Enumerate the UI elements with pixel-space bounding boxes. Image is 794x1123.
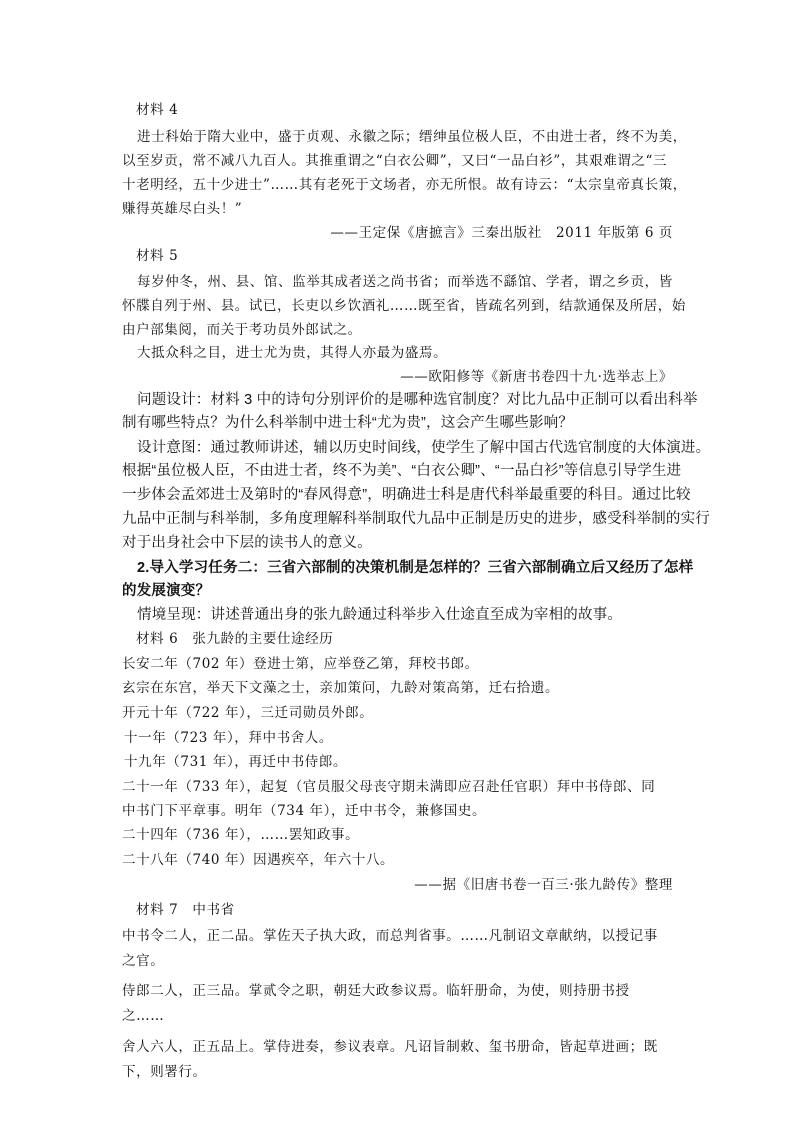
- text-line: 舍人六人，正五品上。掌侍进奏，参议表章。凡诏旨制敕、玺书册命，皆起草进画；既: [122, 1039, 658, 1055]
- text-line: 十一年（723 年），拜中书舍人。: [124, 730, 334, 746]
- text-line: 进士科始于隋大业中，盛于贞观、永徽之际；缙绅虽位极人臣，不由进士者，终不为美，: [137, 129, 687, 145]
- text-line: 开元十年（722 年），三迁司勋员外郎。: [122, 705, 374, 721]
- text-line: 赚得英雄尽白头！”: [122, 201, 243, 217]
- text-line: 九品中正制与科举制，多角度理解科举制取代九品中正制是历史的进步，感受科举制的实行: [122, 511, 710, 527]
- text-line: 每岁仲冬，州、县、馆、监举其成者送之尚书省；而举选不繇馆、学者，谓之乡贡，皆: [137, 274, 673, 290]
- text-line: 中书令二人，正二品。掌佐天子执大政，而总判省事。……凡制诏文章献纳，以授记事: [122, 928, 658, 944]
- text-line: 侍郎二人，正三品。掌贰令之职，朝廷大政参议焉。临轩册命，为使，则持册书授: [122, 983, 630, 999]
- text-line: 之官。: [122, 953, 165, 969]
- text-line: 情境呈现：讲述普通出身的张九龄通过科举步入仕途直至成为宰相的故事。: [137, 607, 623, 623]
- text-line: 中书门下平章事。明年（734 年），迁中书令，兼修国史。: [122, 803, 487, 819]
- text-line: 二十八年（740 年）因遇疾卒，年六十八。: [122, 852, 395, 868]
- text-line: 问题设计：材料 3 中的诗句分别评价的是哪种选官制度？对比九品中正制可以看出科举: [137, 392, 698, 408]
- text-line: 怀牒自列于州、县。试已，长吏以乡饮酒礼……既至省，皆疏名列到，结款通保及所居，始: [122, 298, 686, 314]
- text-line: 玄宗在东宫，举天下文藻之士，亲加策问，九龄对策高第，迁右拾遗。: [122, 680, 560, 696]
- text-line: 十老明经，五十少进士”……其有老死于文场者，亦无所恨。故有诗云：“太宗皇帝真长策，: [122, 177, 687, 193]
- citation: ——欧阳修等《新唐书卷四十九·选举志上》: [400, 369, 673, 385]
- heading-material-4: 材料 4: [136, 102, 179, 118]
- text-line: 以至岁贡，常不减八九百人。其推重谓之“白衣公卿”，又曰“一品白衫”，其艰难谓之“三: [122, 153, 668, 169]
- text-line: 二十一年（733 年），起复（官员服父母丧守期未满即应召赴任官职）拜中书侍郎、同: [122, 779, 656, 795]
- text-line: 之……: [122, 1008, 165, 1024]
- citation: ——据《旧唐书卷一百三·张九龄传》整理: [414, 877, 673, 893]
- text-line: 设计意图：通过教师讲述，辅以历史时间线，使学生了解中国古代选官制度的大体演进。: [137, 440, 711, 456]
- text-line: 长安二年（702 年）登进士第，应举登乙第，拜校书郎。: [122, 656, 479, 672]
- text-line: 由户部集阅，而关于考功员外郎试之。: [122, 322, 362, 338]
- heading-material-7: 材料 7 中书省: [136, 902, 235, 918]
- text-line: 制有哪些特点？为什么科举制中进士科“尤为贵”，这会产生哪些影响？: [122, 415, 574, 431]
- text-line: 根据“虽位极人臣，不由进士者，终不为美”、“白衣公卿”、“一品白衫”等信息引导学生进: [122, 463, 682, 479]
- citation: ——王定保《唐摭言》三秦出版社 2011 年版第 6 页: [330, 225, 673, 241]
- task-heading: 2.导入学习任务二：三省六部制的决策机制是怎样的？三省六部制确立后又经历了怎样: [137, 560, 694, 576]
- heading-material-5: 材料 5: [136, 248, 179, 264]
- task-heading: 的发展演变？: [122, 583, 211, 599]
- text-line: 十九年（731 年），再迁中书侍郎。: [124, 754, 348, 770]
- text-line: 对于出身社会中下层的读书人的意义。: [122, 535, 372, 551]
- text-line: 大抵众科之目，进士尤为贵，其得人亦最为盛焉。: [137, 345, 448, 361]
- text-line: 一步体会孟郊进士及第时的“春风得意”，明确进士科是唐代科举最重要的科目。通过比较: [122, 487, 691, 503]
- text-line: 二十四年（736 年），……罢知政事。: [122, 827, 360, 843]
- text-line: 下，则署行。: [122, 1064, 207, 1080]
- heading-material-6: 材料 6 张九龄的主要仕途经历: [136, 631, 334, 647]
